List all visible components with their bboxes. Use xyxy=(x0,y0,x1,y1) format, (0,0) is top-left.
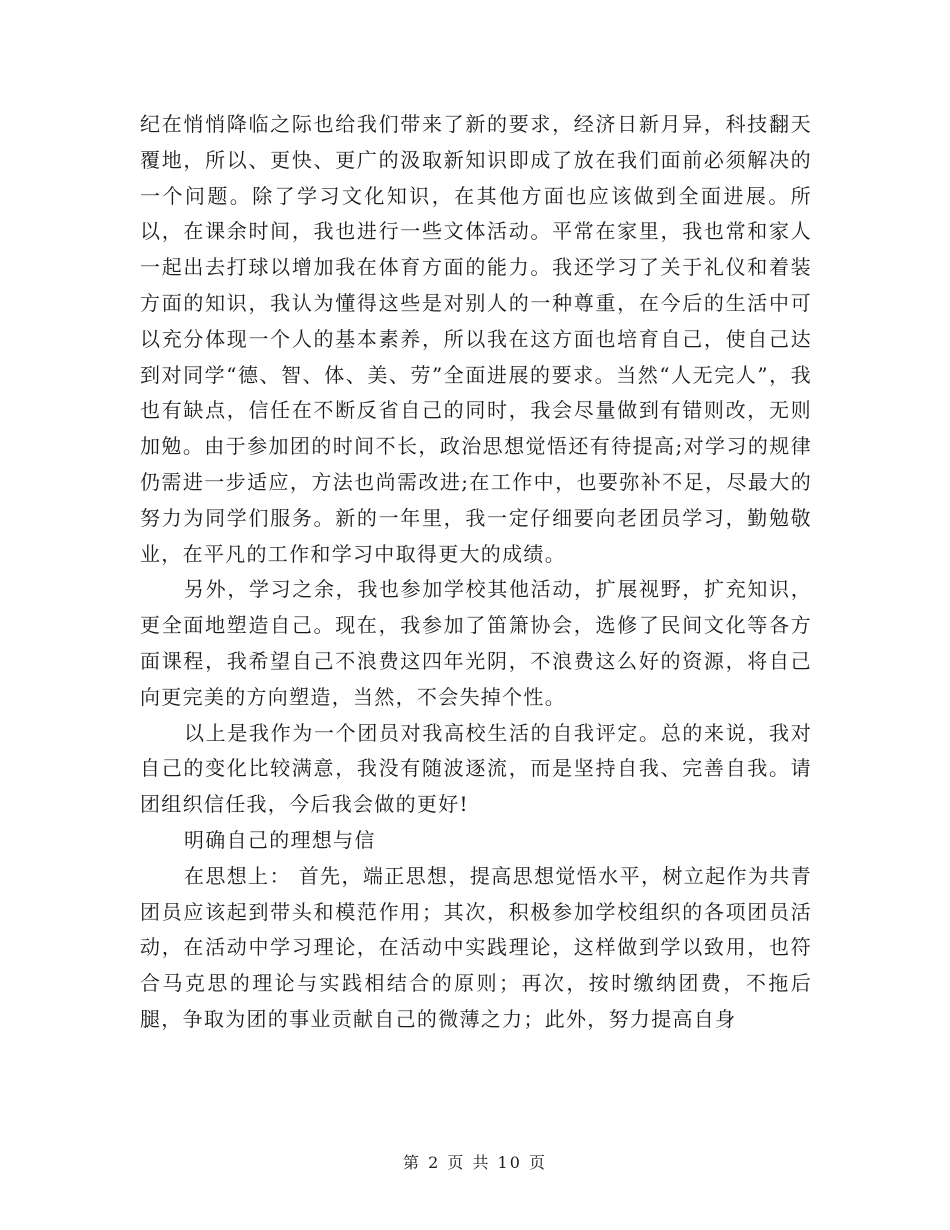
paragraph-5: 在思想上： 首先，端正思想，提高思想觉悟水平，树立起作为共青团员应该起到带头和模范作用；其次，积极参加学校组织的各项团员活动，在活动中学习理论，在活动中实践理论，这样做到学以致用，也符合马克思的理论与实践相结合的原则；再次，按时缴纳团费，不拖后腿，争取为团的事业贡献自己的微薄之力；此外，努力提高自身 xyxy=(140,863,812,1031)
page-number-footer: 第 2 页 共 10 页 xyxy=(403,1153,547,1172)
paragraph-1: 纪在悄悄降临之际也给我们带来了新的要求，经济日新月异，科技翻天覆地，所以、更快、更广的汲取新知识即成了放在我们面前必须解决的一个问题。除了学习文化知识，在其他方面也应该做到全面进展。所以，在课余时间，我也进行一些文体活动。平常在家里，我也常和家人一起出去打球以增加我在体育方面的能力。我还学习了关于礼仪和着装方面的知识，我认为懂得这些是对别人的一种尊重，在今后的生活中可以充分体现一个人的基本素养，所以我在这方面也培育自己，使自己达到对同学“德、智、体、美、劳”全面进展的要求。当然“人无完人”，我也有缺点，信任在不断反省自己的同时，我会尽量做到有错则改，无则加勉。由于参加团的时间不长，政治思想觉悟还有待提高;对学习的规律仍需进一步适应，方法也尚需改进;在工作中，也要弥补不足，尽最大的努力为同学们服务。新的一年里，我一定仔细要向老团员学习，勤勉敬业，在平凡的工作和学习中取得更大的成绩。 xyxy=(140,112,812,566)
paragraph-3: 以上是我作为一个团员对我高校生活的自我评定。总的来说，我对自己的变化比较满意，我没有随波逐流，而是坚持自我、完善自我。请团组织信任我，今后我会做的更好! xyxy=(140,720,812,817)
paragraph-2: 另外，学习之余，我也参加学校其他活动，扩展视野，扩充知识，更全面地塑造自己。现在，我参加了笛箫协会，选修了民间文化等各方面课程，我希望自己不浪费这四年光阴，不浪费这么好的资源，将自己向更完美的方向塑造，当然，不会失掉个性。 xyxy=(140,577,812,709)
document-body xyxy=(140,107,812,1038)
paragraph-4-heading: 明确自己的理想与信 xyxy=(184,827,376,852)
